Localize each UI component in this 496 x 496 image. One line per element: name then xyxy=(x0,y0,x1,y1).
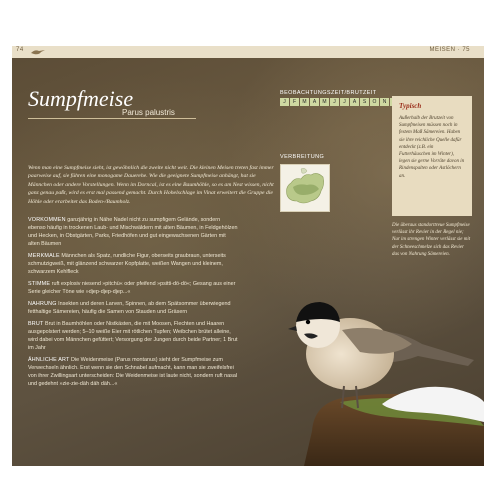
month-cell: F xyxy=(290,98,299,106)
species-latin-name: Parus palustris xyxy=(122,108,175,117)
fact-merkmale: MERKMALE Männchen als Spatz, rundliche Figur, oberseits graubraun, unterseits schmutzigweiß, mit glänzend schwarzer Kopfplatte, weißen Wangen und kleinem, schwarzem Kehlfleck xyxy=(28,253,226,275)
species-facts xyxy=(28,216,238,392)
bird-beak xyxy=(288,326,297,331)
observation-calendar xyxy=(280,90,400,106)
month-cell: J xyxy=(330,98,339,106)
marsh-tit-photo xyxy=(252,226,484,466)
month-cell: M xyxy=(300,98,309,106)
book-spread xyxy=(12,46,484,466)
section-header: MEISEN · 75 xyxy=(429,47,470,53)
fact-vorkommen: VORKOMMEN ganzjährig in Nähe Nadel nicht zu sumpfigem Gelände, sondern ebenso häufig in trockenen Laub- und Mischwäldern mit alten Bäumen, in Feldgehölzen und Hecken, in Obstgärten, Parks, Friedhöfen und gut eingewachsenen Gärten mit alten Bäumen xyxy=(28,217,238,247)
title-divider xyxy=(28,118,196,119)
month-cell: J xyxy=(340,98,349,106)
bird-logo-icon xyxy=(30,48,46,56)
page-number-left: 74 xyxy=(16,47,24,53)
distribution-map xyxy=(280,164,330,212)
month-cell: S xyxy=(360,98,369,106)
month-strip xyxy=(280,98,400,106)
bird-eye xyxy=(306,320,310,324)
month-cell: A xyxy=(350,98,359,106)
month-cell: N xyxy=(380,98,389,106)
europe-map-icon xyxy=(281,165,329,211)
typisch-box xyxy=(392,96,472,216)
observation-heading: BEOBACHTUNGSZEIT/BRUTZEIT xyxy=(280,90,377,96)
month-cell: O xyxy=(370,98,379,106)
fact-nahrung: NAHRUNG Insekten und deren Larven, Spinnen, ab dem Spätsommer überwiegend fetthaltige Sämereien, häufig die Samen von Stauden und Gräsern xyxy=(28,301,231,315)
typisch-heading: Typisch xyxy=(399,102,422,110)
header-bar xyxy=(12,46,484,58)
fact-stimme: STIMME ruft explosiv niesend »pitchü« oder pfeifend »psitti-dö-dö«; Gesang aus einer Serie gleicher Töne wie »djep-djep-djep...« xyxy=(28,281,236,295)
intro-paragraph: Wenn man eine Sumpfmeise sieht, ist gewöhnlich die zweite nicht weit. Die kleinen Meisen treten fast immer paarweise auf, sie führen eine monogame Dauerehe. Wie die geeignete Sumpfmeise anhängt, hat sie Männchen oder andere Vorstellungen. Wenn im Dorncal, ist es eine Baumhöhle, so es am Nest wissen, nicht ganz genau paßt, wird es erst mal passend gemacht. Durch Hohelschlage im Vinat erweitert die Gruppe die Höhle oder erarbeitet das Boden-/Baumholz. xyxy=(28,165,274,205)
photo-caption: Die überaus standorttreue Sumpfmeise verlässt ihr Revier in der Regel nie; Nur im strengen Winter verlässt sie mit der Schneeschmelze sich das Revier das von Nahrung Sämereien. xyxy=(392,223,471,257)
fact-brut: BRUT Brut in Baumhöhlen oder Nistkästen, die mit Moosen, Flechten und Haaren ausgepolstert werden; 5–10 weiße Eier mit rötlichen Tupfen; Weibchen brütet alleine, wird dabei vom Männchen gefüttert; Versorgung der Jungen durch beide Partner; 1 Brut im Jahr xyxy=(28,321,238,351)
month-cell: A xyxy=(310,98,319,106)
typisch-text: Außerhalb der Brutzeit von Sumpfmeisen müssen noch in festem Maß Sämereien. Haben sie ihre reichliche Quelle dafür entdeckt (z.B. ein Futterhäuschen im Winter), legen sie gerne Vorräte davon in Rindenspalten oder Astlöchern an. xyxy=(399,116,465,179)
month-cell: J xyxy=(280,98,289,106)
distribution-heading: VERBREITUNG xyxy=(280,154,325,160)
month-cell: M xyxy=(320,98,329,106)
fact-aehnliche-art: ÄHNLICHE ART Die Weidenmeise (Parus montanus) sieht der Sumpfmeise zum Verwechseln ähnlich. Erst wenn sie den Schnabel aufmacht, kann man sie zweifelsfrei von ihrer Zwillingsart unterscheiden: Die Weidenmeise ist laute nicht, sondern ruft nasal und gedehnt »zie-zie-däh däh däh...« xyxy=(28,357,238,387)
species-title: Sumpfmeise xyxy=(28,86,134,111)
bird-cap xyxy=(296,302,340,322)
